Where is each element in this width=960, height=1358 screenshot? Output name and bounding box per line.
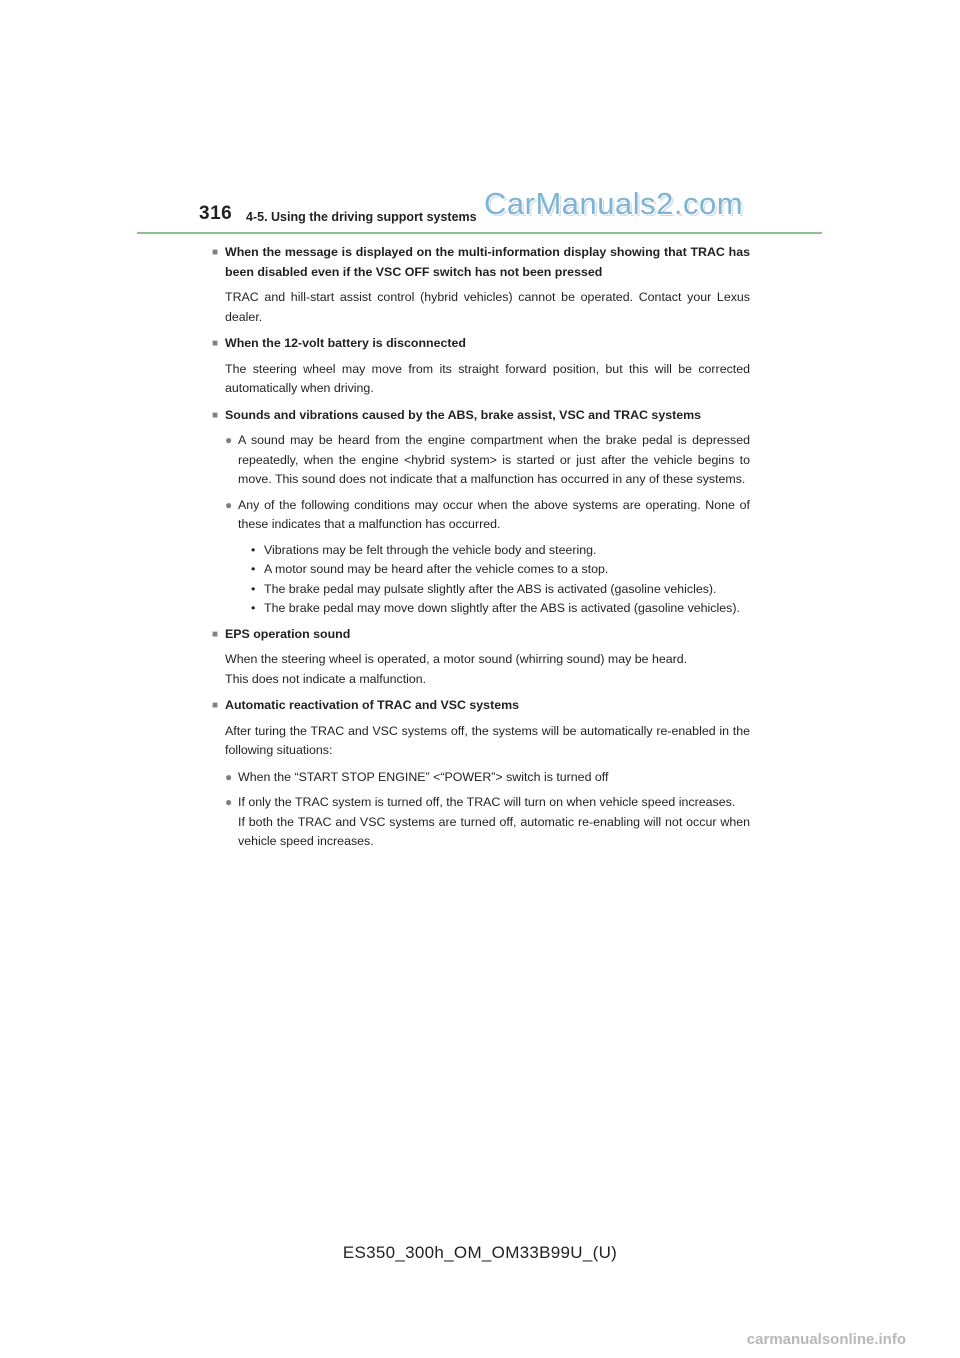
sub-list (212, 541, 750, 619)
circle-bullet-icon: ● (225, 795, 233, 809)
circle-bullet-icon: ● (225, 769, 233, 784)
circle-bullet-icon: ● (225, 433, 233, 447)
watermark-top: CarManuals2.com (484, 186, 744, 221)
heading-battery-disconnected: ■ When the 12-volt battery is disconnected (212, 334, 750, 354)
paragraph: TRAC and hill-start assist control (hybrid vehicles) cannot be operated. Contact your Lexus dealer. (225, 290, 750, 324)
dot-marker-icon: • (251, 562, 256, 576)
square-bullet-icon: ■ (212, 700, 219, 711)
content (212, 243, 750, 858)
paragraph: After turing the TRAC and VSC systems off, the systems will be automatically re-enabled in the following situations: (225, 723, 750, 757)
paragraph: When the steering wheel is operated, a motor sound (whirring sound) may be heard. This does not indicate a malfunction. (225, 652, 688, 686)
square-bullet-icon: ■ (212, 628, 219, 640)
square-bullet-icon: ■ (212, 247, 219, 258)
watermark-bottom: carmanualsonline.info (746, 1331, 906, 1348)
heading-sounds-vibrations: ■ Sounds and vibrations caused by the ABS, brake assist, VSC and TRAC systems (212, 406, 750, 426)
list-item: ● Any of the following conditions may occur when the above systems are operating. None of these indicates that a malfunction has occurred. (225, 497, 750, 531)
heading-eps-sound: ■ EPS operation sound (212, 625, 750, 645)
document-code: ES350_300h_OM_OM33B99U_(U) (342, 1243, 618, 1262)
sub-list-item: • Vibrations may be felt through the vehicle body and steering. (251, 541, 750, 561)
heading-automatic-reactivation: ■ Automatic reactivation of TRAC and VSC systems (212, 696, 750, 716)
sub-list-item: • The brake pedal may pulsate slightly after the ABS is activated (gasoline vehicles). (251, 580, 750, 600)
dot-marker-icon: • (251, 581, 256, 596)
page-number: 316 (199, 203, 233, 224)
header-rule (137, 232, 822, 234)
list-item: ● A sound may be heard from the engine compartment when the brake pedal is depressed repeatedly, when the engine <hybrid system> is started or just after the vehicle begins to move. This sound does not indicate that a malfunction has occurred in any of these systems. (225, 433, 750, 486)
list-item: ● When the “START STOP ENGINE” <“POWER”> switch is turned off (225, 768, 750, 788)
square-bullet-icon: ■ (212, 409, 219, 421)
paragraph: The steering wheel may move from its straight forward position, but this will be corrected automatically when driving. (225, 361, 750, 395)
sub-list-item: • The brake pedal may move down slightly after the ABS is activated (gasoline vehicles). (251, 599, 750, 619)
heading-trac-disabled: ■ When the message is displayed on the multi-information display showing that TRAC has been disabled even if the VSC OFF switch has not been pressed (212, 245, 750, 279)
dot-marker-icon: • (251, 601, 256, 615)
sub-list-item: • A motor sound may be heard after the vehicle comes to a stop. (251, 560, 750, 580)
dot-marker-icon: • (251, 542, 256, 557)
list-item: ● If only the TRAC system is turned off, the TRAC will turn on when vehicle speed increases. If both the TRAC and VSC systems are turned off, automatic re-enabling will not occur when vehicle speed increases. (225, 795, 750, 848)
square-bullet-icon: ■ (212, 338, 219, 349)
section-title: 4-5. Using the driving support systems (246, 210, 477, 224)
circle-bullet-icon: ● (225, 497, 233, 512)
